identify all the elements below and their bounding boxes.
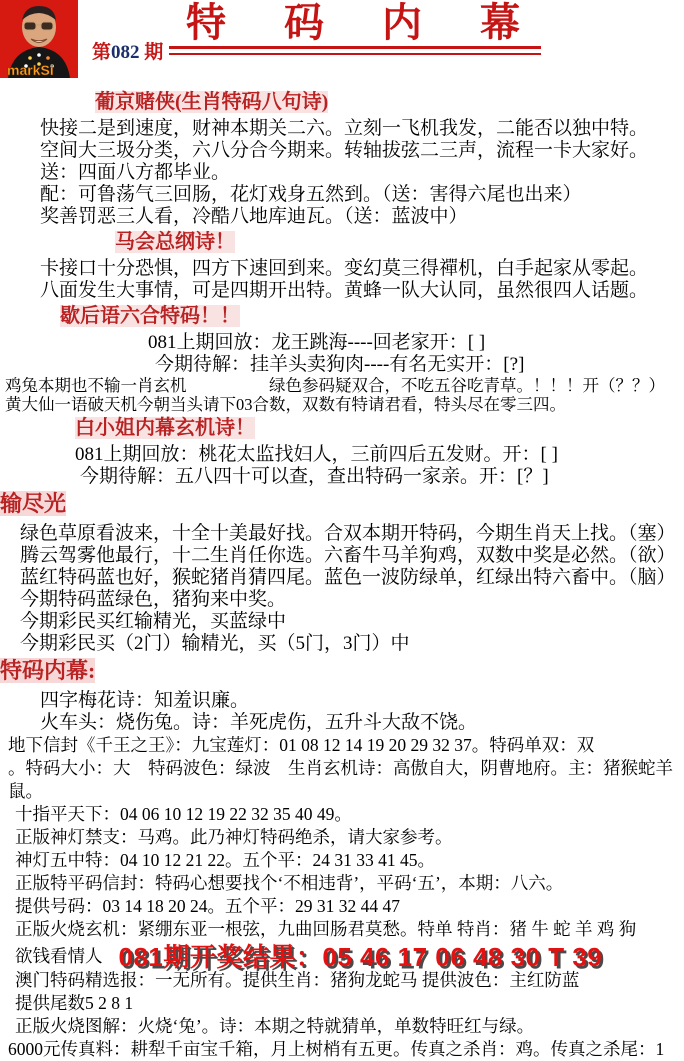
sunglasses-right-lens xyxy=(41,22,53,30)
page-title: 特码内幕 xyxy=(186,0,578,45)
text-line: 正版火烧玄机：紧绷东亚一根弦，九曲回肠君莫愁。特单 特肖：猪 牛 蛇 羊 鸡 狗 xyxy=(15,919,637,939)
sunglasses-left-lens xyxy=(24,22,36,30)
marksix-man-logo xyxy=(0,0,78,78)
text-line: 。特码大小：大 特码波色：绿波 生肖玄机诗：高傲自大，阴曹地府。主：猪猴蛇羊鼠。 xyxy=(8,758,673,801)
text-line: 奖善罚恶三人看，冷酷八地库迪瓦。（送：蓝波中） xyxy=(40,206,468,227)
text-line: 今期彩民买（2门）输精光，买（5门，3门）中 xyxy=(20,633,410,654)
section-heading-row xyxy=(0,304,684,330)
phrase-text: 欲钱看情人 xyxy=(15,945,103,966)
text-line: 正版神灯禁支：马鸡。此乃神灯特码绝杀，请大家参考。 xyxy=(15,827,453,847)
text-line: 卡接口十分恐惧，四方下速回到来。变幻莫三得禪机，白手起家从零起。 xyxy=(40,258,649,279)
text-line: 十指平天下：04 06 10 12 19 22 32 35 40 49。 xyxy=(15,804,352,824)
issue-label: 第082 期 xyxy=(92,41,164,63)
text-line: 黄大仙一语破天机今朝当头请下03合数，双数有特请君看，特头尽在零三四。 xyxy=(5,395,566,414)
text-line: 提供号码：03 14 18 20 24。五个平：29 31 32 44 47 xyxy=(15,896,400,916)
section-heading: 输尽光 xyxy=(0,491,67,516)
content-body xyxy=(0,90,684,1061)
section-heading: 特码内幕: xyxy=(0,658,96,683)
text-line: 火车头：烧伤兔。诗：羊死虎伤，五升斗大敌不饶。 xyxy=(40,712,478,733)
text-line: 今期特码蓝绿色，猪狗来中奖。 xyxy=(20,589,287,610)
text-line: 配：可鲁荡气三回肠，花灯戏身五然到。（送：害得六尾也出来） xyxy=(40,184,582,205)
text-line: 6000元传真料：耕犁千亩宝千箱，月上树梢有五更。传真之杀肖：鸡。传真之杀尾：1 xyxy=(8,1039,665,1059)
text-line: 快接二是到速度，财神本期关二六。立刻一飞机我发，二能否以独中特。 xyxy=(40,118,649,139)
text-line: 正版火烧图解：火烧‘兔’。诗：本期之特就猜单，单数特旺红与绿。 xyxy=(15,1016,535,1036)
text-line: 蓝红特码蓝也好，猴蛇猪肖猜四尾。蓝色一波防绿单，红绿出特六畜中。（脑） xyxy=(20,567,676,588)
section-heading-row xyxy=(0,90,684,116)
text-line: 提供尾数5 2 8 1 xyxy=(15,993,134,1013)
text-line: 地下信封《千王之王》：九宝莲灯：01 08 12 14 19 20 29 32 37。特码单双：双 xyxy=(8,735,595,755)
text-line: 绿色草原看波来，十全十美最好找。合双本期开特码，今期生肖天上找。（塞） xyxy=(20,523,676,544)
section-heading: 白小姐内幕玄机诗！ xyxy=(75,417,255,439)
text-line: 八面发生大事情，可是四期开出特。黄蜂一队大认同，虽然很四人话题。 xyxy=(40,280,649,301)
text-line: 鸡兔本期也不输一肖玄机 绿色参码疑双合，不吃五谷吃青草。！！！开（？？） xyxy=(5,376,665,395)
section-heading-row xyxy=(0,658,684,687)
title-double-underline xyxy=(169,46,541,55)
text-line: 神灯五中特：04 10 12 21 22。五个平：24 31 33 41 45。 xyxy=(15,850,435,870)
text-line: 腾云驾雾他最行，十二生肖任你选。六畜牛马羊狗鸡，双数中奖是必然。（欲） xyxy=(20,545,676,566)
section-heading: 马会总纲诗！ xyxy=(115,231,235,253)
text-line: 空间大三圾分类，六八分合今期来。转轴拔弦二三声，流程一卡大家好。 xyxy=(40,140,649,161)
text-line: 正版特平码信封：特码心想要找个‘不相违背’，平码‘五’，本期：八六。 xyxy=(15,873,564,893)
draw-result-banner: 081期开奖结果：05 46 17 06 48 30 T 39 xyxy=(118,941,603,972)
header xyxy=(0,0,684,88)
text-line: 澳门特码精选报：一无所有。提供生肖：猪狗龙蛇马 提供波色：主红防蓝 xyxy=(15,970,580,990)
section-heading: 葡京赌侠(生肖特码八句诗) xyxy=(95,91,329,113)
section-heading-row xyxy=(0,491,684,520)
text-line: 今期待解：挂羊头卖狗肉----有名无实开：[?] xyxy=(155,354,525,375)
issue-number: 082 xyxy=(111,41,140,63)
logo-caption: markSi xyxy=(7,62,54,78)
section-heading-row xyxy=(0,416,684,442)
text-line: 081上期回放：桃花太监找妇人，三前四后五发财。开：[ ] xyxy=(75,444,558,465)
result-row xyxy=(0,941,684,972)
text-line: 今期待解：五八四十可以查，查出特码一家亲。开：[？] xyxy=(80,466,549,487)
text-line: 081上期回放：龙王跳海----回老家开：[ ] xyxy=(148,332,486,353)
text-line: 今期彩民买红输精光，买蓝绿中 xyxy=(20,611,287,632)
section-heading: 歇后语六合特码！！ xyxy=(60,305,240,327)
text-line: 送：四面八方都毕业。 xyxy=(40,162,231,183)
text-line: 四字梅花诗：知羞识廉。 xyxy=(40,690,250,711)
section-heading-row xyxy=(0,230,684,256)
